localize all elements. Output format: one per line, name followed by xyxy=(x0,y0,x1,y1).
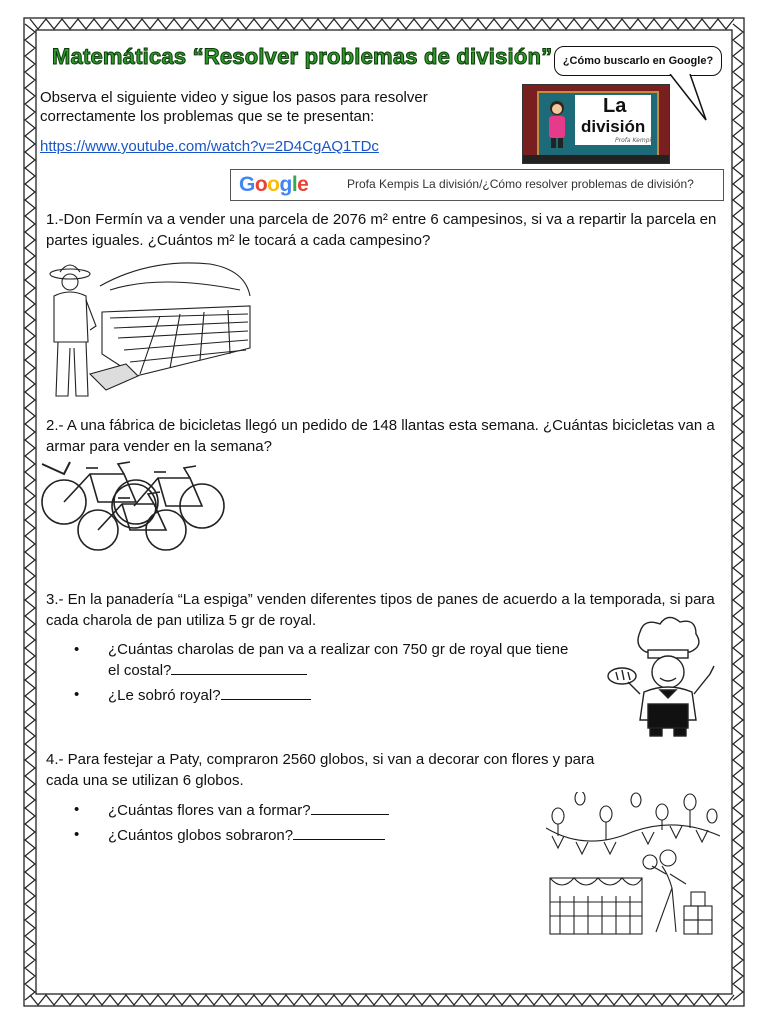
google-logo-letter: g xyxy=(279,173,292,196)
problem-3-question-2: • ¿Le sobró royal? xyxy=(92,685,582,706)
problem-4-text: 4.- Para festejar a Paty, compraron 2560 globos, si van a decorar con flores y para cada una se utilizan 6 globos. xyxy=(46,751,595,789)
video-link[interactable]: https://www.youtube.com/watch?v=2D4CgAQ1TDc xyxy=(40,138,379,155)
speech-bubble-tail xyxy=(668,74,708,124)
intro-text: Observa el siguiente video y sigue los pasos para resolver correctamente los problemas que se te presentan: xyxy=(40,89,428,125)
video-thumbnail[interactable] xyxy=(522,84,670,164)
problem-1-text: 1.-Don Fermín va a vender una parcela de 2076 m² entre 6 campesinos, si va a repartir la parcela en partes iguales. ¿Cuántos m² le tocará a cada campesino? xyxy=(46,211,717,249)
problem-3-questions xyxy=(92,640,582,710)
google-logo-letter: o xyxy=(267,173,280,196)
answer-line[interactable] xyxy=(171,660,307,675)
google-logo xyxy=(239,173,308,197)
thumbnail-author: Profa Kempis xyxy=(615,137,655,144)
google-logo-letter: G xyxy=(239,173,255,196)
google-logo-letter: e xyxy=(297,173,309,196)
google-logo-letter: o xyxy=(254,173,268,196)
baker-chef-illustration xyxy=(604,612,730,738)
answer-line[interactable] xyxy=(293,825,385,840)
answer-line[interactable] xyxy=(221,685,311,700)
thumbnail-title-division: división xyxy=(581,117,646,136)
bicycles-illustration xyxy=(38,456,226,552)
google-search-bar[interactable] xyxy=(230,169,724,201)
google-logo-letter: l xyxy=(291,173,298,196)
google-search-query: Profa Kempis La división/¿Cómo resolver problemas de división? xyxy=(347,177,694,191)
problem-3-question-1: • ¿Cuántas charolas de pan va a realizar con 750 gr de royal que tiene el costal? xyxy=(92,640,582,681)
problem-4-question-2: • ¿Cuántos globos sobraron? xyxy=(92,825,512,846)
party-balloons-illustration xyxy=(546,792,720,944)
page-title: Matemáticas “Resolver problemas de división” xyxy=(52,44,553,69)
video-progress-bar[interactable] xyxy=(523,155,669,163)
speech-bubble xyxy=(554,46,722,76)
problem-4-questions xyxy=(92,800,512,850)
farmer-field-illustration xyxy=(40,256,254,402)
thumbnail-title-la: La xyxy=(603,95,627,117)
speech-bubble-text: ¿Cómo buscarlo en Google? xyxy=(562,55,714,67)
problem-4-question-1: • ¿Cuántas flores van a formar? xyxy=(92,800,512,821)
teacher-avatar-icon xyxy=(543,99,571,149)
answer-line[interactable] xyxy=(311,800,389,815)
problem-3-text: 3.- En la panadería “La espiga” venden diferentes tipos de panes de acuerdo a la temporada, si para cada charola de pan utiliza 5 gr de royal. xyxy=(46,591,715,629)
problem-2-text: 2.- A una fábrica de bicicletas llegó un pedido de 148 llantas esta semana. ¿Cuántas bicicletas van a armar para vender en la semana? xyxy=(46,417,715,455)
